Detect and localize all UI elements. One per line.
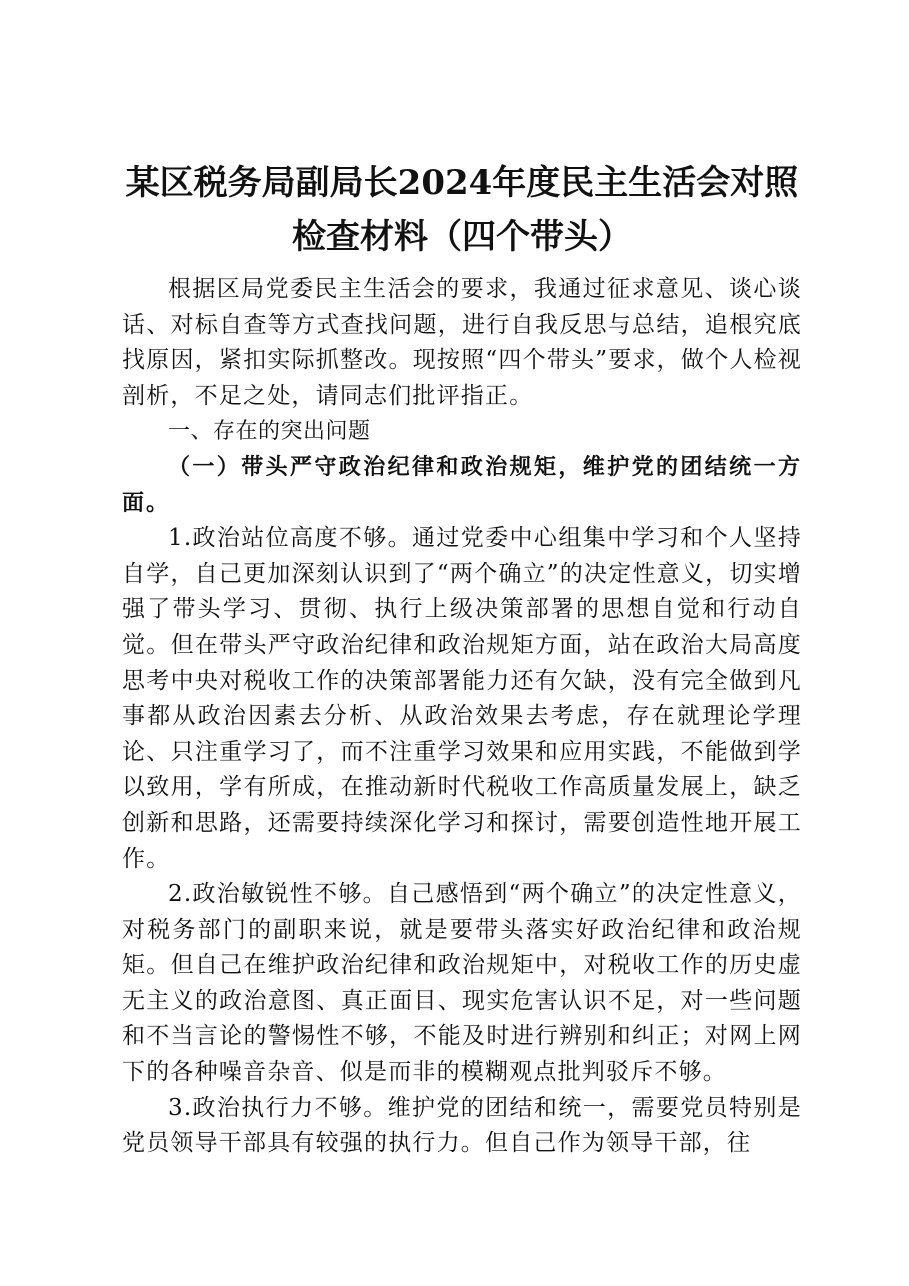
title-line-1: 某区税务局副局长2024年度民主生活会对照 — [125, 163, 799, 203]
title-line-2: 检查材料（四个带头） — [292, 217, 632, 257]
document-body — [122, 272, 802, 1162]
paragraph-item-2: 2.政治敏锐性不够。自己感悟到“两个确立”的决定性意义，对税务部门的副职来说，就是要带头落实好政治纪律和政治规矩。但自己在维护政治纪律和政治规矩中，对税收工作的历史虚无主义的政治意图、真正面目、现实危害认识不足，对一些问题和不当言论的警惕性不够，不能及时进行辨别和纠正；对网上网下的各种噪音杂音、似是而非的模糊观点批判驳斥不够。 — [122, 881, 802, 1086]
document-page — [122, 150, 802, 1162]
paragraph-item-3: 3.政治执行力不够。维护党的团结和统一，需要党员特别是党员领导干部具有较强的执行力。但自己作为领导干部，往 — [122, 1094, 802, 1157]
section-heading-1: 一、存在的突出问题 — [168, 419, 371, 445]
subsection-heading-1: （一）带头严守政治纪律和政治规矩，维护党的团结统一方面。 — [122, 454, 802, 516]
document-title — [122, 156, 802, 264]
intro-paragraph: 根据区局党委民主生活会的要求，我通过征求意见、谈心谈话、对标自查等方式查找问题，进行自我反思与总结，追根究底找原因，紧扣实际抓整改。现按照“四个带头”要求，做个人检视剖析，不足之处，请同志们批评指正。 — [122, 276, 802, 409]
paragraph-item-1: 1.政治站位高度不够。通过党委中心组集中学习和个人坚持自学，自己更加深刻认识到了“两个确立”的决定性意义，切实增强了带头学习、贯彻、执行上级决策部署的思想自觉和行动自觉。但在带头严守政治纪律和政治规矩方面，站在政治大局高度思考中央对税收工作的决策部署能力还有欠缺，没有完全做到凡事都从政治因素去分析、从政治效果去考虑，存在就理论学理论、只注重学习了，而不注重学习效果和应用实践，不能做到学以致用，学有所成，在推动新时代税收工作高质量发展上，缺乏创新和思路，还需要持续深化学习和探讨，需要创造性地开展工作。 — [122, 525, 802, 872]
